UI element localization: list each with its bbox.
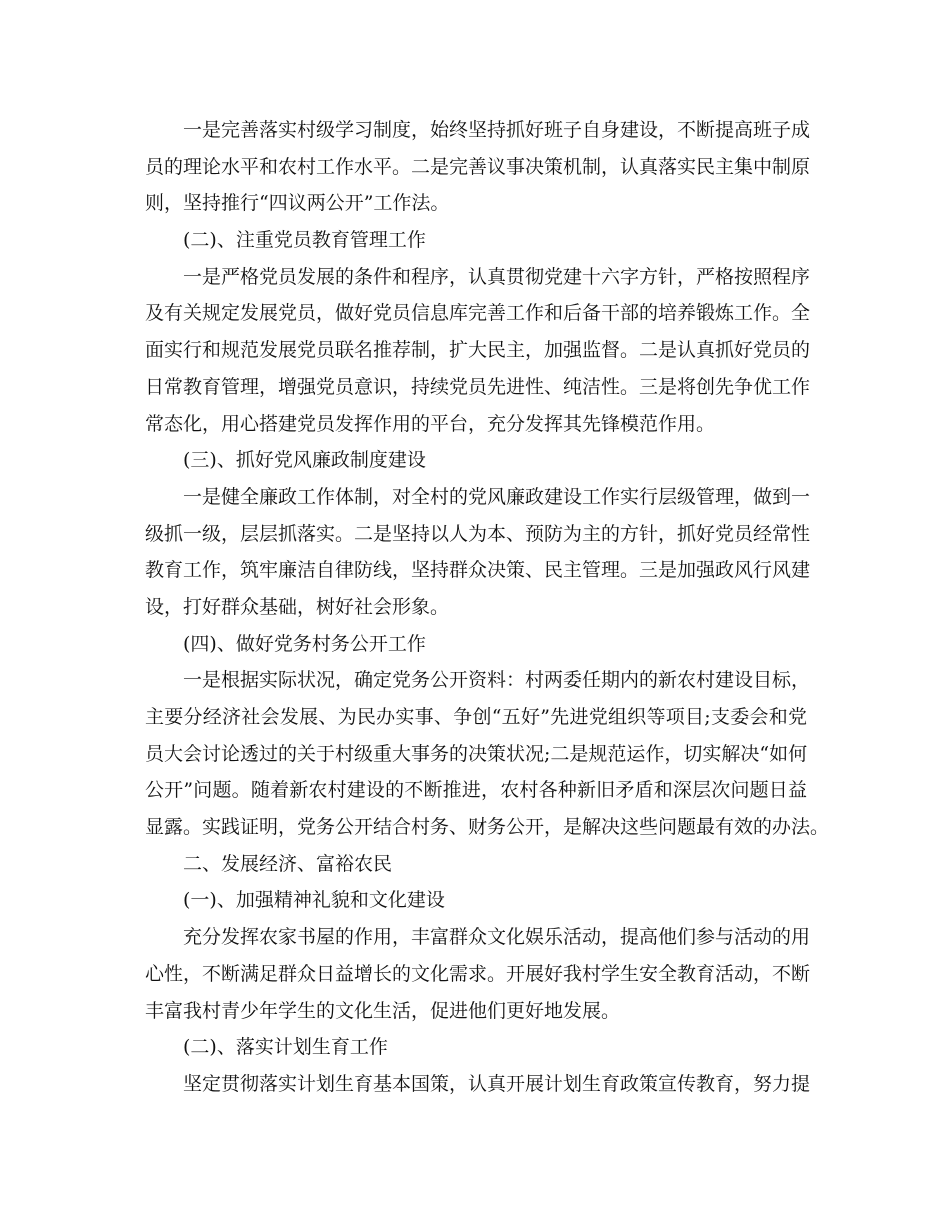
paragraph-line: 坚定贯彻落实计划生育基本国策，认真开展计划生育政策宣传教育，努力提 bbox=[183, 1072, 811, 1095]
paragraph-line: 员的理论水平和农村工作水平。二是完善议事决策机制，认真落实民主集中制原 bbox=[145, 155, 811, 178]
paragraph-line: 教育工作，筑牢廉洁自律防线，坚持群众决策、民主管理。三是加强政风行风建 bbox=[145, 559, 811, 582]
paragraph-line: 级抓一级，层层抓落实。二是坚持以人为本、预防为主的方针，抓好党员经常性 bbox=[145, 522, 811, 545]
section-heading: 二、发展经济、富裕农民 bbox=[183, 852, 393, 875]
paragraph-line: 则，坚持推行“四议两公开”工作法。 bbox=[145, 192, 450, 215]
section-heading: (一)、加强精神礼貌和文化建设 bbox=[183, 889, 445, 912]
paragraph-line: 常态化，用心搭建党员发挥作用的平台，充分发挥其先锋模范作用。 bbox=[145, 412, 716, 435]
section-heading: (二)、注重党员教育管理工作 bbox=[183, 229, 426, 252]
paragraph-line: 心性，不断满足群众日益增长的文化需求。开展好我村学生安全教育活动，不断 bbox=[145, 962, 811, 985]
document-page bbox=[145, 112, 830, 1103]
paragraph-line: 及有关规定发展党员，做好党员信息库完善工作和后备干部的培养锻炼工作。全 bbox=[145, 302, 811, 325]
section-heading: (四)、做好党务村务公开工作 bbox=[183, 632, 426, 655]
paragraph-line: 一是根据实际状况，确定党务公开资料：村两委任期内的新农村建设目标， bbox=[183, 669, 811, 692]
paragraph-line: 面实行和规范发展党员联名推荐制，扩大民主，加强监督。二是认真抓好党员的 bbox=[145, 339, 811, 362]
paragraph-line: 显露。实践证明，党务公开结合村务、财务公开，是解决这些问题最有效的办法。 bbox=[145, 816, 830, 839]
section-heading: (二)、落实计划生育工作 bbox=[183, 1036, 388, 1059]
section-heading: (三)、抓好党风廉政制度建设 bbox=[183, 449, 426, 472]
paragraph-line: 充分发挥农家书屋的作用，丰富群众文化娱乐活动，提高他们参与活动的用 bbox=[183, 926, 811, 949]
paragraph-line: 一是健全廉政工作体制，对全村的党风廉政建设工作实行层级管理，做到一 bbox=[183, 485, 811, 508]
paragraph-line: 公开”问题。随着新农村建设的不断推进，农村各种新旧矛盾和深层次问题日益 bbox=[145, 779, 807, 802]
paragraph-line: 一是完善落实村级学习制度，始终坚持抓好班子自身建设，不断提高班子成 bbox=[183, 119, 811, 141]
paragraph-line: 主要分经济社会发展、为民办实事、争创“五好”先进党组织等项目;支委会和党 bbox=[145, 706, 807, 728]
paragraph-line: 日常教育管理，增强党员意识，持续党员先进性、纯洁性。三是将创先争优工作 bbox=[145, 375, 811, 398]
paragraph-line: 员大会讨论透过的关于村级重大事务的决策状况;二是规范运作，切实解决“如何 bbox=[145, 742, 808, 765]
paragraph-line: 丰富我村青少年学生的文化生活，促进他们更好地发展。 bbox=[145, 999, 621, 1022]
paragraph-line: 设，打好群众基础，树好社会形象。 bbox=[145, 595, 450, 618]
paragraph-line: 一是严格党员发展的条件和程序，认真贯彻党建十六字方针，严格按照程序 bbox=[183, 265, 811, 288]
